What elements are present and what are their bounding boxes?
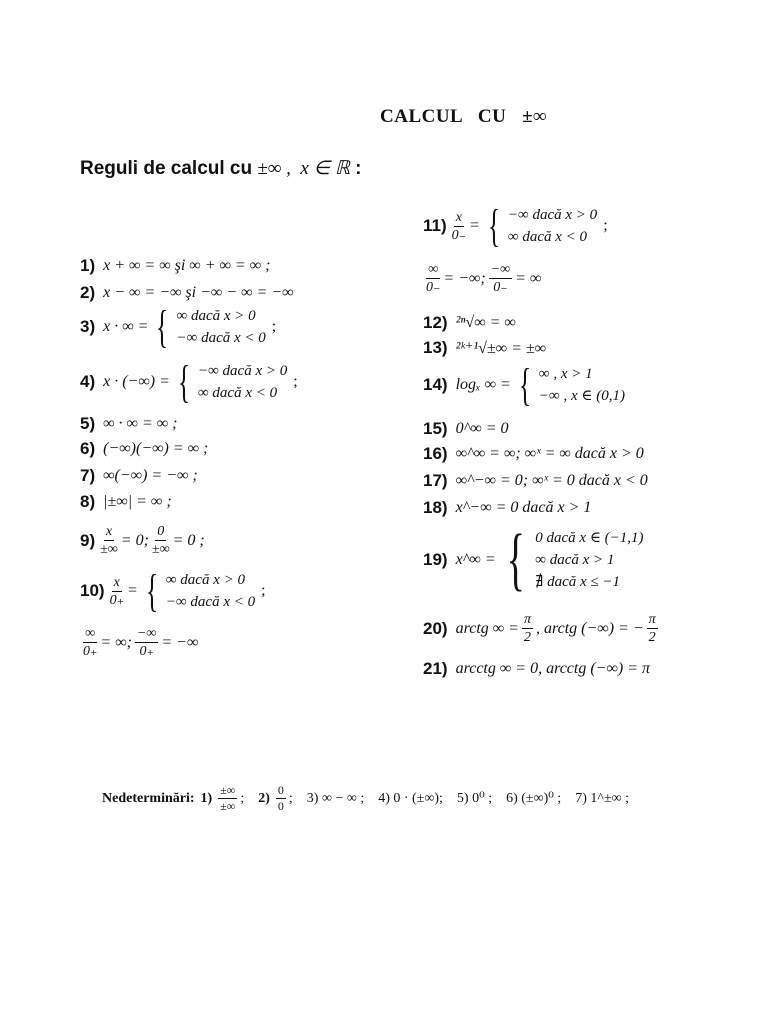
denominator: 0₋ bbox=[426, 280, 441, 295]
rule-2 bbox=[80, 283, 294, 303]
rule-expression: ∞^−∞ = 0; ∞ˣ = 0 dacă x < 0 bbox=[455, 472, 648, 489]
rule-number: 5) bbox=[80, 414, 96, 433]
case: −∞ dacă x > 0 bbox=[197, 363, 288, 379]
rule-number: 11) bbox=[423, 216, 447, 235]
rule-expression: ²ⁿ√∞ = ∞ bbox=[455, 314, 516, 331]
fraction bbox=[522, 612, 533, 645]
nedeterminare-4: 4) 0 · (±∞); bbox=[378, 790, 443, 806]
rule-4 bbox=[80, 356, 298, 407]
rule-number: 14) bbox=[423, 375, 448, 394]
case: −∞ , x ∈ (0,1) bbox=[538, 388, 625, 404]
brace: { bbox=[177, 356, 191, 407]
fraction bbox=[100, 524, 118, 557]
rule-14 bbox=[423, 359, 625, 410]
cases bbox=[539, 363, 625, 407]
fraction bbox=[452, 210, 466, 243]
rule-number: 1) bbox=[80, 256, 96, 275]
rule-number: 20) bbox=[423, 618, 448, 638]
rule-1 bbox=[80, 256, 270, 276]
denominator: 0₊ bbox=[83, 644, 98, 659]
rule-lhs: x · (−∞) = bbox=[103, 373, 170, 390]
numerator: 0 bbox=[277, 783, 284, 797]
denominator: ±∞ bbox=[220, 799, 236, 813]
rule-16 bbox=[423, 444, 644, 464]
rule-number: 2) bbox=[80, 283, 96, 302]
nedeterminare-7: 7) 1^±∞ ; bbox=[575, 790, 630, 806]
denominator: ±∞ bbox=[151, 542, 170, 557]
denominator: 0₊ bbox=[139, 644, 154, 659]
nedeterminare-1 bbox=[201, 784, 245, 813]
fraction bbox=[489, 262, 512, 295]
rule-number: 7) bbox=[80, 466, 96, 485]
rule-expression: x + ∞ = ∞ şi ∞ + ∞ = ∞ ; bbox=[103, 257, 271, 274]
rule-10-extra bbox=[80, 626, 198, 659]
rule-number: 10) bbox=[80, 581, 105, 600]
nedeterminare-5: 5) 0⁰ ; bbox=[456, 791, 493, 806]
cases bbox=[508, 204, 597, 248]
rule-number: 21) bbox=[423, 659, 448, 678]
rule-tail: = 0 ; bbox=[172, 531, 205, 549]
item-tail: ; bbox=[240, 790, 245, 806]
rule-expression: x − ∞ = −∞ şi −∞ − ∞ = −∞ bbox=[103, 284, 294, 301]
brace: { bbox=[145, 565, 158, 616]
case: ∞ dacă x > 0 bbox=[165, 572, 245, 588]
rule-tail: ; bbox=[261, 582, 266, 599]
rule-7 bbox=[80, 466, 198, 486]
case: −∞ dacă x < 0 bbox=[176, 330, 266, 346]
numerator: ∞ bbox=[428, 262, 439, 277]
fraction bbox=[647, 612, 658, 645]
rule-tail: = −∞ bbox=[161, 633, 199, 651]
fraction bbox=[83, 626, 97, 659]
rule-11-extra bbox=[423, 262, 541, 295]
nedeterminare-6: 6) (±∞)⁰ ; bbox=[506, 791, 562, 806]
rule-lhs: x^∞ = bbox=[455, 551, 496, 568]
numerator: −∞ bbox=[136, 626, 157, 641]
rule-21 bbox=[423, 659, 650, 679]
brace: { bbox=[487, 200, 500, 251]
equals: = bbox=[126, 582, 138, 599]
numerator: x bbox=[105, 524, 113, 539]
numerator: x bbox=[113, 574, 120, 590]
nedeterminare-2 bbox=[258, 784, 293, 813]
rule-13 bbox=[423, 338, 546, 358]
nedeterminari-line bbox=[102, 784, 643, 813]
rule-expression: , arctg (−∞) = − bbox=[535, 619, 644, 637]
case: 0 dacă x ∈ (−1,1) bbox=[535, 530, 644, 546]
subtitle-text: Reguli de calcul cu bbox=[80, 158, 258, 179]
item-number: 1) bbox=[200, 790, 213, 806]
case: ∞ dacă x < 0 bbox=[197, 385, 278, 401]
rule-8 bbox=[80, 492, 172, 512]
brace: { bbox=[518, 359, 531, 410]
case: −∞ dacă x < 0 bbox=[165, 594, 256, 610]
rule-expression: ²ᵏ⁺¹√±∞ = ±∞ bbox=[455, 340, 547, 357]
case: ∞ dacă x > 0 bbox=[176, 308, 256, 324]
subtitle-colon: : bbox=[349, 158, 362, 179]
denominator: 0₊ bbox=[109, 592, 124, 608]
denominator: 2 bbox=[648, 630, 656, 645]
page-title: CALCUL CU ±∞ bbox=[380, 106, 548, 127]
rule-19 bbox=[423, 521, 644, 598]
rule-number: 18) bbox=[423, 498, 448, 517]
numerator: ±∞ bbox=[220, 783, 236, 797]
fraction bbox=[152, 524, 170, 557]
item-tail: ; bbox=[288, 790, 293, 806]
fraction bbox=[135, 626, 158, 659]
rule-tail: ; bbox=[603, 217, 608, 234]
rule-3 bbox=[80, 301, 277, 352]
rule-expression: ∞(−∞) = −∞ ; bbox=[103, 467, 198, 484]
cases bbox=[166, 569, 255, 613]
rule-number: 6) bbox=[80, 439, 96, 458]
rule-10 bbox=[80, 565, 266, 616]
rule-18 bbox=[423, 498, 591, 518]
rule-number: 3) bbox=[80, 317, 96, 336]
rule-15 bbox=[423, 419, 509, 439]
denominator: 0₋ bbox=[451, 227, 467, 243]
rule-12 bbox=[423, 313, 516, 333]
rule-expression: ∞^∞ = ∞; ∞ˣ = ∞ dacă x > 0 bbox=[455, 445, 644, 462]
nedeterminare-3: 3) ∞ − ∞ ; bbox=[306, 790, 365, 806]
numerator: −∞ bbox=[490, 262, 511, 277]
rule-lhs: logₓ ∞ = bbox=[455, 376, 511, 393]
rule-5 bbox=[80, 414, 177, 434]
denominator: 2 bbox=[523, 630, 531, 645]
rule-expression: = ∞; bbox=[100, 633, 132, 651]
rule-tail: ; bbox=[271, 318, 277, 335]
rule-expression: arctg ∞ = bbox=[455, 619, 519, 637]
brace: { bbox=[156, 301, 169, 352]
rule-expression: ∞ · ∞ = ∞ ; bbox=[103, 415, 178, 432]
rule-6 bbox=[80, 439, 208, 459]
rule-tail: ; bbox=[293, 373, 298, 390]
fraction bbox=[110, 575, 124, 608]
equals: = bbox=[469, 217, 480, 234]
rule-number: 4) bbox=[80, 372, 96, 391]
nedeterminari-label: Nedeterminări: bbox=[102, 790, 195, 806]
cases bbox=[198, 360, 287, 404]
fraction bbox=[426, 262, 440, 295]
rule-expression: 0^∞ = 0 bbox=[455, 420, 509, 437]
cases bbox=[535, 527, 643, 593]
rule-number: 9) bbox=[80, 530, 96, 550]
rule-9 bbox=[80, 524, 205, 557]
case: −∞ dacă x > 0 bbox=[507, 207, 598, 223]
subtitle-math: ±∞ , x ∈ ℝ bbox=[257, 158, 350, 179]
rule-number: 13) bbox=[423, 338, 448, 357]
numerator: 0 bbox=[157, 524, 165, 539]
rule-number: 16) bbox=[423, 444, 448, 463]
rule-number: 15) bbox=[423, 419, 448, 438]
rule-lhs: x · ∞ = bbox=[103, 318, 149, 335]
numerator: π bbox=[648, 612, 656, 627]
case: ∞ , x > 1 bbox=[538, 366, 593, 382]
rule-expression: = 0; bbox=[120, 531, 149, 549]
rule-number: 19) bbox=[423, 550, 448, 569]
rule-expression: arcctg ∞ = 0, arcctg (−∞) = π bbox=[455, 660, 651, 677]
brace: { bbox=[506, 521, 525, 598]
rule-number: 12) bbox=[423, 313, 448, 332]
rule-tail: = ∞ bbox=[515, 269, 542, 287]
denominator: 0₋ bbox=[493, 280, 508, 295]
numerator: π bbox=[523, 612, 531, 627]
fraction bbox=[276, 784, 286, 813]
rule-20 bbox=[423, 612, 661, 645]
rule-17 bbox=[423, 471, 648, 491]
rule-expression: x^−∞ = 0 dacă x > 1 bbox=[455, 499, 592, 516]
case: ∄ dacă x ≤ −1 bbox=[535, 574, 621, 590]
rule-expression: |±∞| = ∞ ; bbox=[103, 493, 172, 510]
denominator: 0 bbox=[277, 799, 284, 813]
rule-expression: = −∞; bbox=[443, 269, 486, 287]
cases bbox=[177, 305, 266, 349]
item-number: 2) bbox=[258, 790, 270, 806]
rule-expression: (−∞)(−∞) = ∞ ; bbox=[103, 440, 209, 457]
fraction bbox=[218, 784, 237, 813]
numerator: ∞ bbox=[85, 626, 96, 641]
case: ∞ dacă x < 0 bbox=[507, 229, 588, 245]
numerator: x bbox=[455, 209, 462, 225]
subtitle bbox=[80, 157, 362, 180]
denominator: ±∞ bbox=[100, 542, 118, 557]
rule-number: 8) bbox=[80, 492, 96, 511]
case: ∞ dacă x > 1 bbox=[535, 552, 615, 568]
rule-11 bbox=[423, 200, 608, 251]
rule-number: 17) bbox=[423, 471, 448, 490]
